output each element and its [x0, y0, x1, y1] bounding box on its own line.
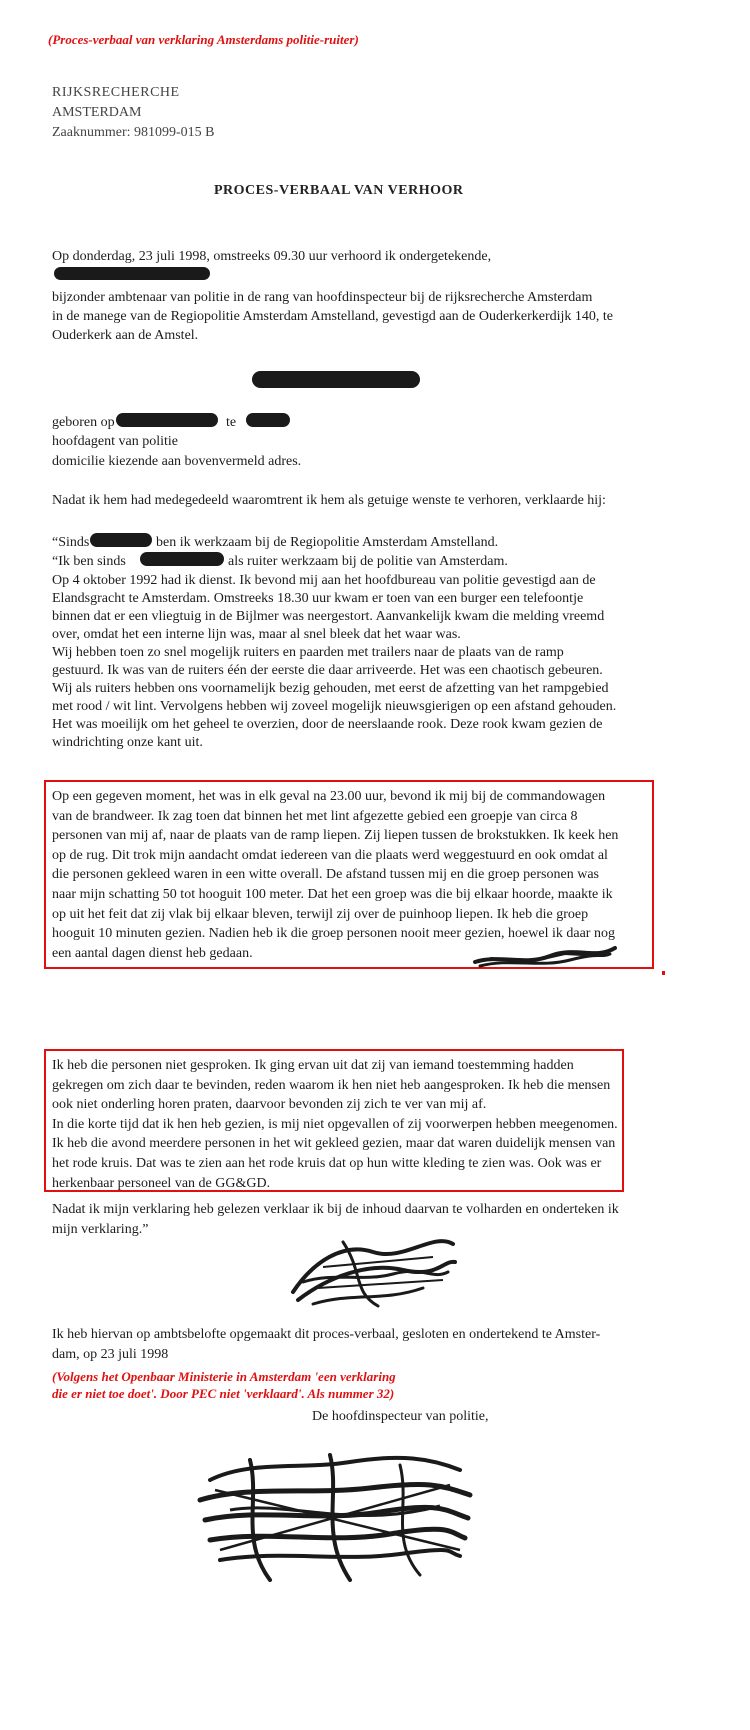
witness-domicile: domicilie kiezende aan bovenvermeld adres.: [52, 454, 302, 469]
highlighted-line: die personen gekleed waren in een witte overall. De afstand tussen mij en die groep personen was: [52, 867, 599, 883]
statement-line: Op 4 oktober 1992 had ik dienst. Ik bevond mij aan het hoofdbureau van politie gevestigd aan de: [52, 573, 596, 588]
highlighted-line: personen van mij af, naar de plaats van de ramp liepen. Zij liepen tussen de brokstukken. Ik keek hen: [52, 828, 619, 844]
statement-line: windrichting onze kant uit.: [52, 735, 203, 750]
annotation-caption-bottom-1: (Volgens het Openbaar Ministerie in Amsterdam 'een verklaring: [52, 1369, 396, 1384]
intro-line-1: Op donderdag, 23 juli 1998, omstreeks 09.30 uur verhoord ik ondergetekende,: [52, 249, 492, 264]
statement-line: met rood / wit lint. Vervolgens hebben wij zoveel mogelijk nieuwsgierigen op een afstand gehouden.: [52, 699, 617, 714]
highlighted-line: op de rug. Dit trok mijn aandacht omdat iedereen van die plaats werd weggestuurd en ook omdat al: [52, 847, 608, 863]
header-agency: RIJKSRECHERCHE: [52, 85, 180, 100]
witness-signature: [283, 1222, 463, 1312]
highlighted-line: het rode kruis. Dat was te zien aan het rode kruis dat op hun witte kleding te zien was. Ook was er: [52, 1155, 602, 1171]
highlighted-line: hooguit 10 minuten gezien. Nadien heb ik die groep personen nooit meer gezien, hoewel ik daar nog: [52, 926, 615, 942]
statement-line: gestuurd. Ik was van de ruiters één der eerste die daar arriveerde. Het was een chaotisch gebeuren.: [52, 663, 603, 678]
highlighted-line: Ik heb die avond meerdere personen in het wit gekleed gezien, maar dat waren duidelijk mensen van: [52, 1136, 616, 1152]
statement-line-since-prefix: “Sinds: [52, 535, 90, 550]
closing-line-2: mijn verklaring.”: [52, 1222, 149, 1237]
statement-body: [52, 572, 712, 752]
header-case-number: Zaaknummer: 981099-015 B: [52, 125, 215, 140]
highlighted-line: op uit het feit dat zij vlak bij elkaar bleven, terwijl zij over de puinhoop liepen. Ik heb die groep: [52, 906, 589, 922]
statement-line-since-suffix: ben ik werkzaam bij de Regiopolitie Amsterdam Amstelland.: [156, 535, 499, 550]
red-margin-mark: [662, 971, 665, 975]
highlighted-passage-2: [52, 1056, 620, 1193]
redaction-officer-name: [54, 267, 210, 280]
annotation-caption-top: (Proces-verbaal van verklaring Amsterdams politie-ruiter): [48, 32, 359, 47]
statement-line: Elandsgracht te Amsterdam. Omstreeks 18.30 uur kwam er toen van een burger een telefoontje: [52, 591, 584, 606]
highlighted-line: In die korte tijd dat ik hen heb gezien, is mij niet opgevallen of zij voorwerpen hebben meegenomen.: [52, 1116, 618, 1132]
interview-intro: Nadat ik hem had medegedeeld waaromtrent ik hem als getuige wenste te verhoren, verklaarde hij:: [52, 493, 606, 508]
header-city: AMSTERDAM: [52, 105, 142, 120]
final-line-1: Ik heb hiervan op ambtsbelofte opgemaakt dit proces-verbaal, gesloten en ondertekend te Amster-: [52, 1327, 601, 1342]
highlighted-line: gekregen om zich daar te bevinden, reden waarom ik hen niet heb aangesproken. Ik heb die mensen: [52, 1077, 611, 1093]
final-line-2: dam, op 23 juli 1998: [52, 1347, 169, 1362]
intro-line-2: bijzonder ambtenaar van politie in de rang van hoofdinspecteur bij de rijksrecherche Amsterdam: [52, 290, 593, 305]
highlighted-passage-1: [52, 787, 650, 963]
officer-signature: [190, 1440, 480, 1590]
document-title: PROCES-VERBAAL VAN VERHOOR: [214, 183, 464, 198]
intro-line-4: Ouderkerk aan de Amstel.: [52, 328, 199, 343]
highlighted-line: herkenbaar personeel van de GG&GD.: [52, 1175, 271, 1191]
statement-line-rider-suffix: als ruiter werkzaam bij de politie van Amsterdam.: [228, 554, 508, 569]
witness-born-te: te: [226, 415, 237, 430]
highlighted-line: ook niet onderling horen praten, daarvoor bevonden zij zich te ver van mij af.: [52, 1097, 487, 1113]
signoff-title: De hoofdinspecteur van politie,: [312, 1409, 489, 1424]
statement-line-rider-prefix: “Ik ben sinds: [52, 554, 126, 569]
intro-line-3: in de manege van de Regiopolitie Amsterdam Amstelland, gevestigd aan de Ouderkerkerdijk 140, te: [52, 309, 614, 324]
statement-line: binnen dat er een vliegtuig in de Bijlmer was neergestort. Aanvankelijk kwam die melding vreemd: [52, 609, 605, 624]
statement-line: over, omdat het een interne lijn was, maar al snel bleek dat het waar was.: [52, 627, 461, 642]
redaction-birth-date: [116, 413, 218, 427]
highlighted-line: een aantal dagen dienst heb gedaan.: [52, 945, 253, 961]
redaction-since-year: [90, 533, 152, 547]
statement-line: Het was moeilijk om het geheel te overzien, door de neerslaande rook. Deze rook kwam gezien de: [52, 717, 603, 732]
highlighted-line: Ik heb die personen niet gesproken. Ik ging ervan uit dat zij van iemand toestemming hadden: [52, 1058, 574, 1073]
highlighted-line: Op een gegeven moment, het was in elk geval na 23.00 uur, bevond ik mij bij de commandowagen: [52, 789, 606, 804]
statement-line: Wij als ruiters hebben ons voornamelijk bezig gehouden, met eerst de afzetting van het rampgebied: [52, 681, 609, 696]
statement-line: Wij hebben toen zo snel mogelijk ruiters en paarden met trailers naar de plaats van de ramp: [52, 645, 564, 660]
annotation-caption-bottom-2: die er niet toe doet'. Door PEC niet 'verklaard'. Als nummer 32): [52, 1386, 395, 1401]
witness-born-label: geboren op: [52, 415, 115, 430]
highlighted-line: van de brandweer. Ik zag toen dat binnen het met lint afgezette gebied een groepje van circa 8: [52, 808, 578, 824]
redaction-birth-place: [246, 413, 290, 427]
closing-line-1: Nadat ik mijn verklaring heb gelezen verklaar ik bij de inhoud daarvan te volharden en onderteken ik: [52, 1202, 619, 1217]
redaction-rider-year: [140, 552, 224, 566]
highlighted-line: naar mijn schatting 50 tot hooguit 100 meter. Dat het een groep was die bij elkaar hoorde, maakte ik: [52, 886, 613, 902]
handwritten-initials: [470, 940, 620, 970]
redaction-witness-name: [252, 371, 420, 388]
witness-rank: hoofdagent van politie: [52, 434, 178, 449]
